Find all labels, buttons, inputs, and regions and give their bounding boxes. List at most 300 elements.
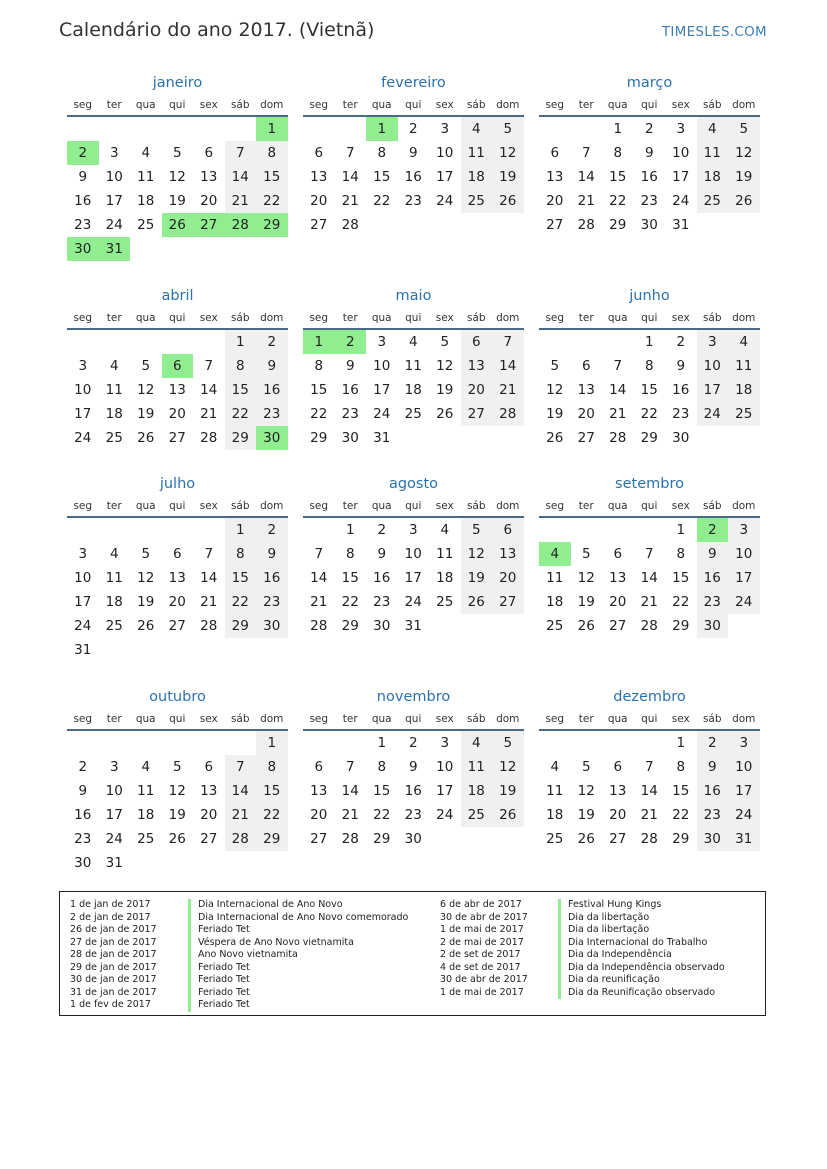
weekday-label: qui [641,99,658,111]
empty-cell [571,330,603,354]
day-cell: 4 [141,145,151,161]
day-cell: 2 [256,330,288,354]
day-cell: 5 [172,145,182,161]
day-cell: 9 [345,358,355,374]
day-cell: 17 [672,169,690,185]
weekday-label: qua [135,713,156,725]
weekday-label: qua [135,99,156,111]
day-cell: 17 [728,779,760,803]
day-cell: 23 [373,594,391,610]
day-cell: 20 [200,193,218,209]
day-cell: 19 [168,193,186,209]
day-cell: 28 [492,402,524,426]
holiday-day-cell: 1 [366,117,398,141]
empty-cell [571,731,603,755]
day-cell: 23 [672,406,690,422]
day-cell: 18 [546,807,564,823]
day-cell: 22 [672,807,690,823]
holiday-date: 1 de mai de 2017 [440,924,524,935]
day-cell: 28 [640,618,658,634]
holiday-date: 2 de jan de 2017 [70,911,151,923]
empty-cell [335,731,367,755]
day-cell: 26 [137,430,155,446]
holiday-date: 31 de jan de 2017 [70,986,157,998]
weekday-label: sáb [702,713,722,725]
month-name: fevereiro [381,75,446,91]
day-cell: 6 [581,358,591,374]
day-cell: 17 [105,807,123,823]
day-cell: 12 [168,783,186,799]
day-cell: 4 [728,330,760,354]
month-janeiro [67,71,288,261]
day-cell: 11 [546,783,564,799]
holiday-day-cell: 4 [539,542,571,566]
day-cell: 19 [492,779,524,803]
day-cell: 15 [609,169,627,185]
month-name: junho [629,288,670,304]
day-cell: 26 [436,406,454,422]
day-cell: 22 [672,594,690,610]
day-cell: 3 [440,121,450,137]
weekday-label: dom [260,99,284,111]
day-cell: 10 [105,783,123,799]
day-cell: 25 [137,831,155,847]
holiday-day-cell: 6 [162,354,194,378]
day-cell: 17 [105,193,123,209]
day-cell: 20 [310,193,328,209]
day-cell: 28 [341,831,359,847]
weekday-label: sex [671,500,690,512]
weekday-header [539,709,760,731]
day-cell: 12 [577,570,595,586]
weekday-label: ter [342,312,358,324]
day-cell: 2 [408,735,418,751]
weekday-header [539,308,760,330]
holiday-name: Dia Internacional de Ano Novo [188,899,408,912]
day-cell: 16 [74,807,92,823]
holiday-date: 1 de fev de 2017 [70,999,151,1010]
weekday-label: qua [371,99,392,111]
day-cell: 23 [256,402,288,426]
day-cell: 20 [546,193,564,209]
day-cell: 30 [404,831,422,847]
day-grid [67,731,288,875]
weekday-label: dom [260,312,284,324]
month-name: novembro [376,689,451,705]
day-cell: 25 [436,594,454,610]
day-cell: 30 [672,430,690,446]
day-cell: 4 [109,546,119,562]
day-cell: 30 [640,217,658,233]
day-cell: 21 [492,378,524,402]
page-title: Calendário do ano 2017. (Vietnã) [59,19,375,41]
holiday-names-col-1 [188,899,408,1012]
day-cell: 26 [168,831,186,847]
day-cell: 13 [492,542,524,566]
day-cell: 5 [141,546,151,562]
day-cell: 21 [200,406,218,422]
weekday-header [303,95,524,117]
day-cell: 11 [461,755,493,779]
day-cell: 23 [256,590,288,614]
day-cell: 31 [105,855,123,871]
weekday-label: dom [732,312,756,324]
holiday-name: Feriado Tet [188,962,408,975]
day-cell: 28 [310,618,328,634]
day-cell: 17 [728,566,760,590]
weekday-label: dom [496,312,520,324]
day-cell: 1 [377,735,387,751]
day-cell: 25 [105,430,123,446]
day-cell: 9 [377,546,387,562]
holiday-name: Dia da libertação [558,912,725,925]
day-cell: 19 [577,807,595,823]
day-cell: 31 [728,827,760,851]
day-cell: 24 [697,402,729,426]
day-cell: 24 [436,193,454,209]
holiday-day-cell: 30 [67,237,99,261]
day-cell: 1 [345,522,355,538]
day-cell: 11 [137,169,155,185]
day-cell: 16 [341,382,359,398]
weekday-label: qua [371,500,392,512]
weekday-header [67,709,288,731]
day-cell: 1 [676,522,686,538]
day-cell: 19 [546,406,564,422]
day-cell: 26 [461,590,493,614]
day-cell: 15 [373,783,391,799]
weekday-label: sex [199,500,218,512]
weekday-label: sáb [230,99,250,111]
day-cell: 9 [78,169,88,185]
day-cell: 6 [314,145,324,161]
day-cell: 8 [256,141,288,165]
day-cell: 23 [697,590,729,614]
weekday-label: sáb [230,713,250,725]
weekday-label: qui [405,713,422,725]
day-cell: 21 [640,594,658,610]
day-cell: 15 [225,378,257,402]
day-cell: 7 [225,141,257,165]
weekday-label: sex [671,713,690,725]
empty-cell [225,117,257,141]
day-cell: 25 [105,618,123,634]
day-cell: 7 [492,330,524,354]
day-cell: 25 [546,618,564,634]
day-cell: 10 [105,169,123,185]
weekday-label: qui [641,713,658,725]
day-cell: 7 [314,546,324,562]
day-cell: 23 [404,193,422,209]
holiday-date: 28 de jan de 2017 [70,949,157,960]
day-cell: 25 [697,189,729,213]
holiday-day-cell: 27 [193,213,225,237]
day-cell: 27 [546,217,564,233]
day-cell: 5 [492,117,524,141]
day-cell: 11 [137,783,155,799]
weekday-label: seg [309,500,329,512]
day-cell: 16 [74,193,92,209]
day-cell: 15 [640,382,658,398]
empty-cell [539,330,571,354]
weekday-label: sáb [702,500,722,512]
weekday-label: seg [545,500,565,512]
day-cell: 7 [613,358,623,374]
day-cell: 14 [225,779,257,803]
day-cell: 1 [225,330,257,354]
day-cell: 9 [644,145,654,161]
day-cell: 10 [672,145,690,161]
day-cell: 26 [577,831,595,847]
day-cell: 11 [697,141,729,165]
day-cell: 17 [436,783,454,799]
day-cell: 31 [404,618,422,634]
day-cell: 6 [613,546,623,562]
day-cell: 24 [728,590,760,614]
day-cell: 29 [225,426,257,450]
holiday-name: Dia da Independência [558,949,725,962]
day-grid [303,330,524,450]
day-cell: 8 [676,759,686,775]
empty-cell [602,330,634,354]
day-cell: 30 [697,614,729,638]
weekday-label: sex [435,99,454,111]
day-cell: 14 [341,783,359,799]
day-cell: 8 [225,354,257,378]
weekday-header [539,496,760,518]
weekday-label: qui [169,99,186,111]
day-cell: 21 [640,807,658,823]
day-cell: 11 [546,570,564,586]
month-name: abril [161,288,194,304]
month-name: agosto [388,476,439,492]
weekday-label: seg [73,500,93,512]
day-cell: 11 [404,358,422,374]
day-cell: 23 [74,217,92,233]
day-cell: 24 [728,803,760,827]
empty-cell [539,117,571,141]
weekday-label: sáb [230,312,250,324]
day-cell: 20 [577,406,595,422]
day-cell: 20 [492,566,524,590]
day-cell: 3 [78,358,88,374]
day-cell: 14 [640,570,658,586]
day-cell: 5 [461,518,493,542]
holiday-list [59,891,766,1016]
day-cell: 25 [461,189,493,213]
day-cell: 3 [408,522,418,538]
day-cell: 4 [550,759,560,775]
weekday-header [303,709,524,731]
empty-cell [99,117,131,141]
day-cell: 9 [256,354,288,378]
day-cell: 24 [74,618,92,634]
day-cell: 8 [644,358,654,374]
day-cell: 3 [78,546,88,562]
empty-cell [193,117,225,141]
day-cell: 27 [168,618,186,634]
day-cell: 22 [341,594,359,610]
day-cell: 18 [105,594,123,610]
weekday-label: qui [405,312,422,324]
day-cell: 10 [74,570,92,586]
holiday-date: 26 de jan de 2017 [70,924,157,935]
day-cell: 9 [78,783,88,799]
day-cell: 16 [404,169,422,185]
day-cell: 13 [577,382,595,398]
weekday-label: sáb [466,500,486,512]
day-cell: 5 [550,358,560,374]
day-cell: 3 [109,759,119,775]
day-cell: 3 [109,145,119,161]
weekday-label: seg [545,713,565,725]
day-cell: 12 [436,358,454,374]
empty-cell [193,731,225,755]
day-cell: 4 [109,358,119,374]
day-cell: 13 [461,354,493,378]
day-cell: 15 [672,570,690,586]
day-cell: 6 [492,518,524,542]
day-cell: 25 [728,402,760,426]
weekday-label: sáb [702,312,722,324]
weekday-label: ter [106,500,122,512]
day-cell: 24 [373,406,391,422]
day-cell: 31 [373,430,391,446]
day-cell: 7 [345,145,355,161]
weekday-header [67,308,288,330]
day-cell: 18 [436,570,454,586]
holiday-name: Dia Internacional do Trabalho [558,937,725,950]
day-grid [539,330,760,450]
weekday-label: ter [106,312,122,324]
day-cell: 13 [168,382,186,398]
day-cell: 1 [613,121,623,137]
brand-link[interactable]: TIMESLES.COM [661,24,767,40]
holiday-day-cell: 30 [256,426,288,450]
month-dezembro [539,685,760,851]
day-grid [67,518,288,662]
day-cell: 25 [461,803,493,827]
day-cell: 23 [341,406,359,422]
day-cell: 21 [225,189,257,213]
weekday-label: qui [169,500,186,512]
weekday-label: qua [135,500,156,512]
day-cell: 24 [105,831,123,847]
day-cell: 4 [141,759,151,775]
day-cell: 17 [436,169,454,185]
day-cell: 23 [697,803,729,827]
day-cell: 24 [404,594,422,610]
month-maio [303,284,524,450]
month-julho [67,472,288,662]
holiday-name: Feriado Tet [188,987,408,1000]
holiday-date: 2 de set de 2017 [440,949,521,960]
holiday-date: 1 de jan de 2017 [70,899,151,910]
day-cell: 22 [373,193,391,209]
month-março [539,71,760,237]
day-cell: 18 [137,193,155,209]
weekday-label: sex [199,99,218,111]
month-junho [539,284,760,450]
day-cell: 3 [440,735,450,751]
empty-cell [571,117,603,141]
day-cell: 13 [310,169,328,185]
weekday-label: dom [496,99,520,111]
weekday-label: ter [106,99,122,111]
day-cell: 10 [373,358,391,374]
day-cell: 22 [640,406,658,422]
day-cell: 17 [697,378,729,402]
weekday-label: ter [106,713,122,725]
day-cell: 8 [256,755,288,779]
day-cell: 23 [404,807,422,823]
month-fevereiro [303,71,524,237]
month-name: dezembro [613,689,686,705]
empty-cell [162,330,194,354]
weekday-label: sáb [466,99,486,111]
day-cell: 13 [546,169,564,185]
weekday-header [67,95,288,117]
weekday-label: sáb [466,312,486,324]
weekday-label: seg [545,312,565,324]
day-cell: 1 [256,731,288,755]
weekday-label: seg [545,99,565,111]
day-cell: 11 [436,546,454,562]
day-cell: 12 [461,542,493,566]
weekday-label: qua [135,312,156,324]
weekday-label: sex [435,500,454,512]
day-cell: 28 [640,831,658,847]
day-cell: 13 [200,783,218,799]
day-cell: 22 [310,406,328,422]
empty-cell [130,731,162,755]
day-cell: 25 [546,831,564,847]
day-cell: 21 [200,594,218,610]
day-cell: 16 [697,779,729,803]
month-name: maio [395,288,432,304]
day-cell: 20 [200,807,218,823]
weekday-label: qui [169,713,186,725]
day-cell: 18 [404,382,422,398]
day-cell: 12 [137,382,155,398]
holiday-day-cell: 31 [99,237,131,261]
weekday-label: dom [496,500,520,512]
empty-cell [193,330,225,354]
weekday-label: seg [309,312,329,324]
day-cell: 27 [168,430,186,446]
day-cell: 5 [172,759,182,775]
day-cell: 30 [256,614,288,638]
weekday-label: qua [607,99,628,111]
day-cell: 29 [672,831,690,847]
holiday-day-cell: 1 [303,330,335,354]
day-cell: 5 [492,731,524,755]
day-cell: 20 [310,807,328,823]
day-cell: 10 [697,354,729,378]
day-cell: 23 [640,193,658,209]
weekday-header [67,496,288,518]
day-cell: 26 [728,189,760,213]
day-cell: 3 [728,518,760,542]
holiday-date: 1 de mai de 2017 [440,986,524,998]
day-cell: 13 [609,570,627,586]
day-cell: 21 [225,803,257,827]
day-grid [303,117,524,237]
day-cell: 2 [377,522,387,538]
day-grid [67,330,288,450]
day-cell: 8 [613,145,623,161]
day-cell: 19 [436,382,454,398]
